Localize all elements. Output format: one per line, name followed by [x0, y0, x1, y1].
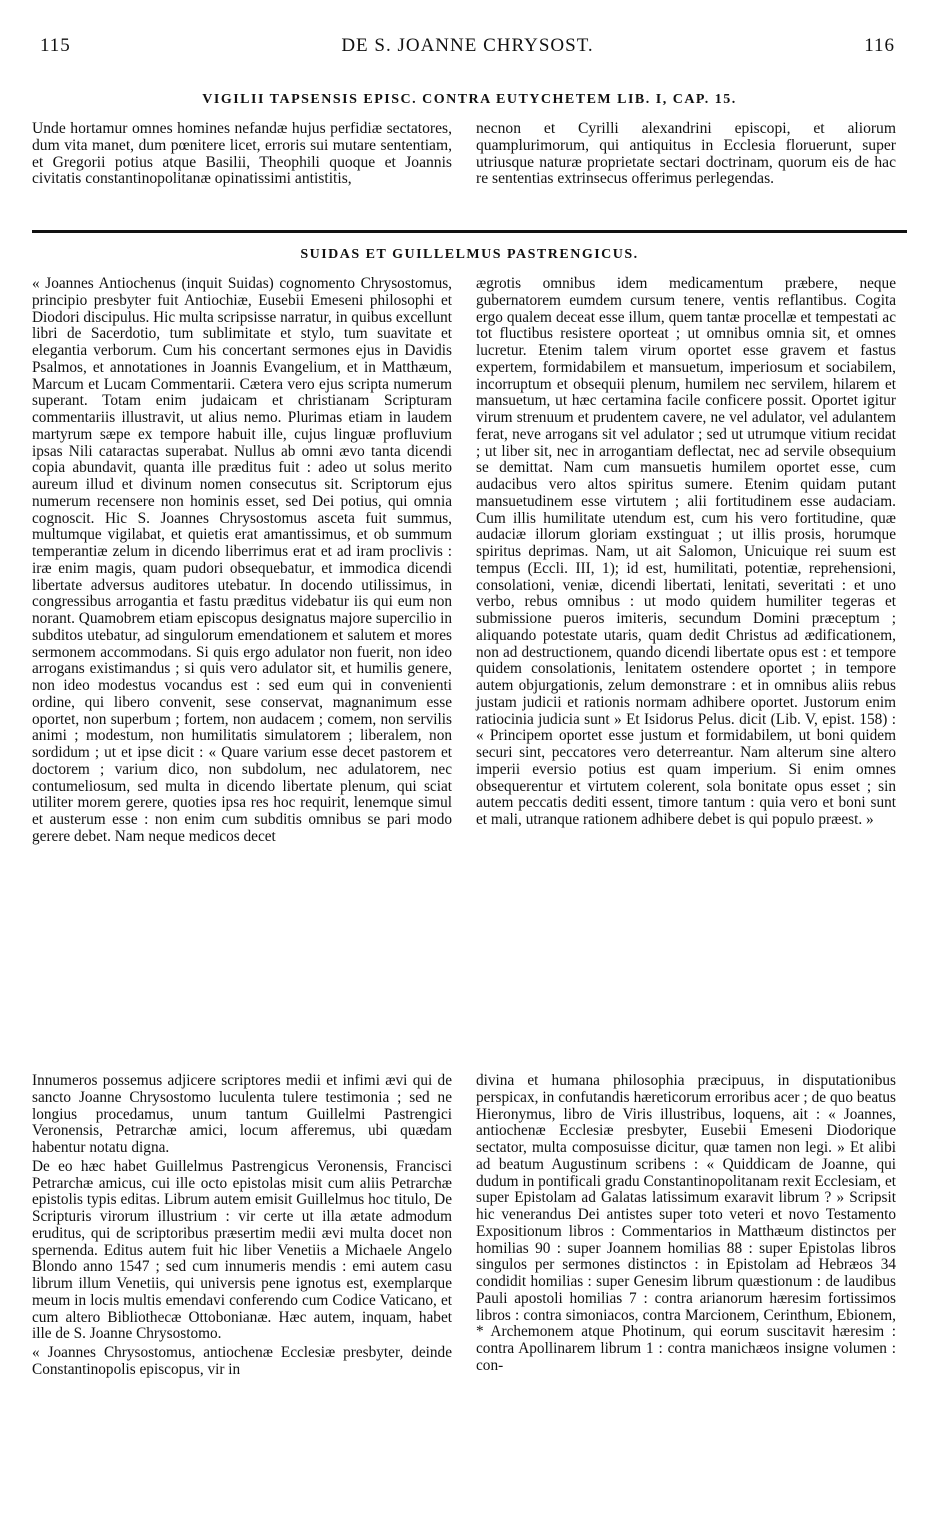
paragraph: Innumeros possemus adjicere scriptores medii et infimi ævi qui de sancto Joanne Chrysostomo luculenta tulere testimonia ; sed ne longius procedamus, unum tantum Guillelmi Pastrengici Veronensis, Petrarchæ amici, locum afferemus, ubi quædam habentur notatu digna. — [32, 1072, 452, 1156]
paragraph: divina et humana philosophia præcipuus, in disputationibus perspicax, in confutandis hæreticorum erroribus acer ; de quo beatus Hieronymus, libro de Viris illustribus, loquens, ait : « Joannes, antiochenæ Ecclesiæ presbyter, Eusebii Emeseni Diodorique sectator, multa composuisse dicitur, quæ tamen non legi. » Et alibi ad beatum Augustinum scribens : « Quiddicam de Joanne, qui dudum in pontificali gradu Constantinopolitanam rexit Ecclesiam, et super Epistolam ad Galatas latissimum exaravit librum ? » Scripsit hic venerandus Dei antistes super toto veteri et novo Testamento Expositionum libros : Commentarios in Matthæum distinctos per homilias 90 : super Joannem homilias 88 : super Epistolas libros singulos per sermones distinctos : in Epistolam ad Hebræos 34 condidit homilias : super Genesim librum quæstionum : de laudibus Pauli apostoli homilias 7 : contra arianorum hæresim fortissimos libros : contra simoniacos, contra Marcionem, Cerinthum, Ebionem, * Archemonem atque Photinum, qui eorum suscitavit hæresim : contra Apollinarem librum 1 : contra manichæos insigne volumen : con- — [476, 1072, 896, 1374]
paragraph: Unde hortamur omnes homines nefandæ hujus perfidiæ sectatores, dum vita manet, dum pœnitere licet, erroris sui mutare sententiam, et Gregorii potius atque Basilii, Theophili quoque et Joannis civitatis constantinopolitanæ opinatissimi antistitis, — [32, 120, 452, 188]
paragraph: ægrotis omnibus idem medicamentum præbere, neque gubernatorem eumdem cursum tenere, ventis reflantibus. Cogita ergo qualem deceat esse illum, quem tantæ procellæ et tempestati ac tot fluctibus resistere oporteat ; ut omnibus omnia sit, et omnes lucretur. Etenim talem virum oportet esse gravem et fastus expertem, formidabilem et mansuetum, imperiosum et sociabilem, incorruptum et obsequii plenum, humilem nec servilem, hilarem et mansuetum, ut hæc certamina facile conficere possit. Oportet igitur virum strenuum et prudentem cavere, ne vel adulator, vel adulantem ferat, neve arrogans sit vel adulator ; sed ut utrumque vitium recidat ; ut liber sit, nec in arrogantiam deflectat, nec ad servile obsequium se demittat. Nam cum mansuetis humilem oportet esse, cum audacibus vero altos spiritus sumere. Etenim quidam putant mansuetudinem esse virtutem ; alii fortitudinem esse audaciam. Cum illis humilitate utendum est, cum his vero fortitudine, quæ audaciæ illorum gloriam exstinguat ; ut illis prosis, horumque spiritus deprimas. Nam, ut ait Salomon, Unicuique rei suum est tempus (Eccli. III, 1); id est, humilitati, potentiæ, reprehensioni, consolationi, veniæ, dicendi libertati, lenitati, severitati : et uno verbo, rebus omnibus : ut modo quidem humiliter tegeras et submissione pueros imiteris, secundum Domini præceptum ; aliquando potestate utaris, quam dedit Christus ad ædificationem, non ad destructionem, quando dicendi libertate opus est : et tempore quidem consolationis, lenitatem ostendere oportet ; in tempore autem objurgationis, zelum demonstrare : et in omnibus aliis rebus justam judicii et rationis normam adhibere oportet. Justorum enim ratiocinia judicia sunt » Et Isidorus Pelus. dicit (Lib. V, epist. 158) : « Principem oportet esse justum et formidabilem, ut boni quidem securi sint, peccatores vero deterreantur. Nam alterum sine altero imperii eversio potius est quam imperium. Si enim omnes obsequerentur et virtutem colerent, sola bonitate opus esset ; sin autem peccatis dediti essent, timore tantum : quia vero et boni sunt et mali, utranque rationem adhibere debet is qui populo præest. » — [476, 275, 896, 828]
running-header — [40, 35, 895, 61]
paragraph: « Joannes Antiochenus (inquit Suidas) cognomento Chrysostomus, principio presbyter fuit Antiochiæ, Eusebii Emeseni philosophi et Diodori discipulus. Hic multa scripsisse narratur, in quibus excellunt libri de Sacerdotio, tum sublimitate et stylo, tum suavitate et elegantia verborum. Cum his concertant sermones ejus in Davidis Psalmos, et annotationes in Joannis Evangelium, et in Matthæum, Marcum et Lucam Commentarii. Cætera vero ejus scripta numerum superant. Totam enim judaicam et christianam Scripturam commentariis illustravit, ut alius nemo. Plurimas etiam in laudem martyrum sæpe ex tempore habuit ille, cujus linguæ profluvium ipsas Nili cataractas superabat. Nullus ab omni ævo tanta dicendi copia abundavit, quanta ille præditus fuit : adeo ut solus merito aureum illud et divinum nomen consecutus sit. Scriptorum ejus numerum recensere non hominis esset, sed Dei potius, qui omnia cognoscit. Hic S. Joannes Chrysostomus asceta fuit summus, multumque vigilabat, et quietis erat amantissimus, et ob summum temperantiæ zelum in dicendo liberrimus erat et ad iram proclivis : iræ enim magis, quam pudori obsequebatur, et immodica dicendi libertate adversus auditores utebatur. In docendo utilissimus, in congressibus arrogantia et fastu præditus videbatur iis qui eum non norant. Quamobrem etiam episcopus designatus majore supercilio in subditos utebatur, ad singulorum emendationem et salutem et mores sermonem accommodans. Si quis ergo adulator non fuerit, non ideo arrogans existimandus ; si quis vero adulator sit, et humilis genere, non ideo modestus vocandus est : sed eum qui in convenienti ordine, qui libero convenit, sese conservat, magnanimum esse oportet, non superbum ; fortem, non audacem ; comem, non servilis animi ; modestum, non humilitatis simulatorem ; liberalem, non sordidum ; ut et ipse dicit : « Quare varium esse decet pastorem et doctorem ; varium dico, non subdolum, nec adulatorem, nec contumeliosum, sed multa in dicendo libertate plenum, qui sciat utiliter morem gerere, quoties ipsa res hoc requirit, lenemque simul et austerum esse : non enim cum subditis omnibus se pari modo gerere debet. Nam neque medicos decet — [32, 275, 452, 845]
suidas-text-right — [476, 276, 896, 829]
section-heading-suidas: SUIDAS ET GUILLELMUS PASTRENGICUS. — [300, 247, 639, 262]
page-number-left: 115 — [40, 35, 71, 56]
suidas-text-left — [32, 276, 452, 846]
paragraph: De eo hæc habet Guillelmus Pastrengicus Veronensis, Francisci Petrarchæ amicus, cui ille octo epistolas misit cum aliis Petrarchæ epistolis typis editas. Librum autem emisit Guillelmus hoc titulo, De Scripturis virorum illustrium : vir certe ut illa ætate admodum eruditus, qui de scriptoribus præsertim medii ævi multa docet non spernenda. Editus autem fuit hic liber Venetiis a Michaele Angelo Blondo anno 1547 ; sed cum innumeris mendis : emi autem casu librum illum Venetiis, qui universis pene ignotus est, exemplarque meum in locis multis emendavi conferendo cum Codice Vaticano, et cum altero Bibliothecæ Ottobonianæ. Hæc autem, inquam, habet ille de S. Joanne Chrysostomo. — [32, 1157, 452, 1343]
paragraph: necnon et Cyrilli alexandrini episcopi, et aliorum quamplurimorum, qui antiquitus in Ecclesia floruerunt, super utriusque naturæ proprietate sectari doctrinam, quorum eis de hac re sententias extrinsecus offerimus perlegendas. — [476, 120, 896, 188]
pastrengicus-text-left — [32, 1073, 452, 1379]
vigilius-text-left — [32, 121, 452, 188]
vigilius-text-right — [476, 121, 896, 188]
running-title: DE S. JOANNE CHRYSOST. — [341, 35, 594, 56]
page-number-right: 116 — [864, 35, 895, 56]
paragraph: « Joannes Chrysostomus, antiochenæ Ecclesiæ presbyter, deinde Constantinopolis episcopus, vir in — [32, 1344, 452, 1378]
section-heading-vigilius: VIGILII TAPSENSIS EPISC. CONTRA EUTYCHETEM LIB. I, CAP. 15. — [202, 92, 737, 107]
section-divider — [32, 230, 907, 233]
pastrengicus-text-right — [476, 1073, 896, 1375]
